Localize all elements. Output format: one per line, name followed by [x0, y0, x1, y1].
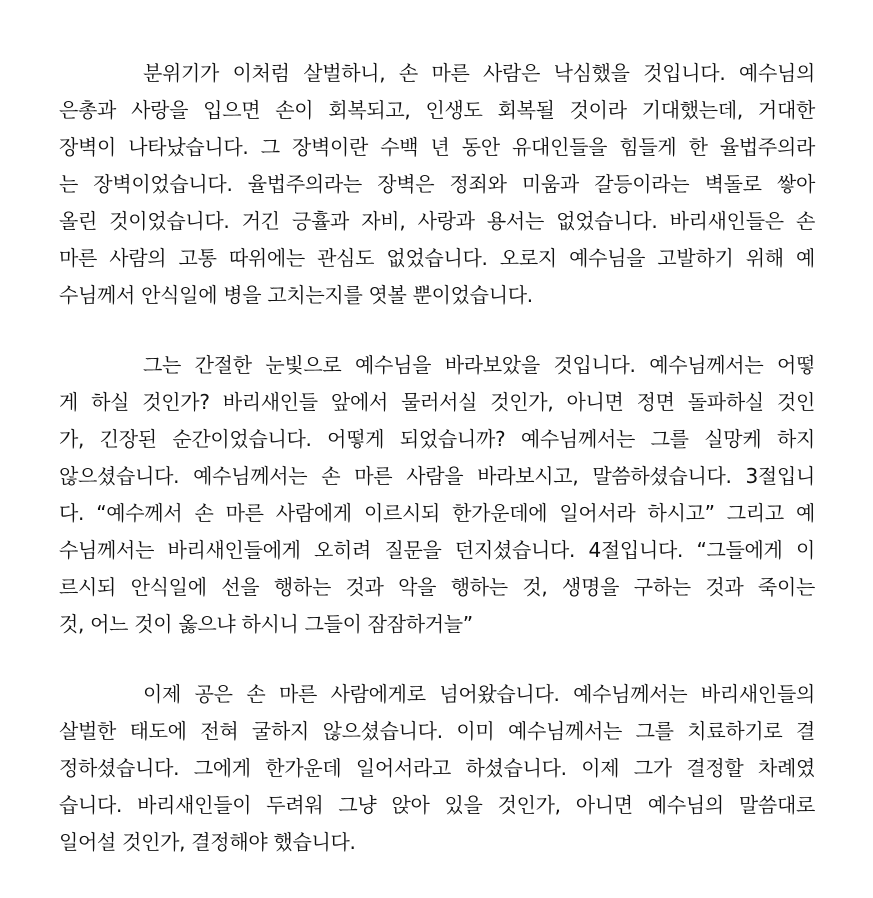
paragraph-2: [59, 347, 815, 643]
paragraph-line: 살벌한 태도에 전혀 굴하지 않으셨습니다. 이미 예수님께서는 그를 치료하기로 결: [59, 719, 815, 743]
paragraph-line: 마른 사람의 고통 따위에는 관심도 없었습니다. 오로지 예수님을 고발하기 위해 예: [59, 246, 815, 270]
paragraph-line: 은총과 사랑을 입으면 손이 회복되고, 인생도 회복될 것이라 기대했는데, 거대한: [59, 98, 815, 122]
paragraph-line: 다. “예수께서 손 마른 사람에게 이르시되 한가운데에 일어서라 하시고” 그리고 예: [59, 501, 815, 525]
paragraph-line: 정하셨습니다. 그에게 한가운데 일어서라고 하셨습니다. 이제 그가 결정할 차례였: [59, 756, 815, 780]
paragraph-1: [59, 55, 815, 314]
paragraph-line: 것, 어느 것이 옳으냐 하시니 그들이 잠잠하거늘”: [59, 612, 473, 636]
paragraph-3: [59, 676, 815, 861]
paragraph-line: 분위기가 이처럼 살벌하니, 손 마른 사람은 낙심했을 것입니다. 예수님의: [143, 61, 815, 85]
paragraph-line: 그는 간절한 눈빛으로 예수님을 바라보았을 것입니다. 예수님께서는 어떻: [143, 353, 815, 377]
paragraph-line: 수님께서는 바리새인들에게 오히려 질문을 던지셨습니다. 4절입니다. “그들에게 이: [59, 538, 815, 562]
paragraph-line: 수님께서 안식일에 병을 고치는지를 엿볼 뿐이었습니다.: [59, 283, 533, 307]
paragraph-line: 르시되 안식일에 선을 행하는 것과 악을 행하는 것, 생명을 구하는 것과 죽이는: [59, 575, 815, 599]
paragraph-line: 는 장벽이었습니다. 율법주의라는 장벽은 정죄와 미움과 갈등이라는 벽돌로 쌓아: [59, 172, 815, 196]
paragraph-line: 게 하실 것인가? 바리새인들 앞에서 물러서실 것인가, 아니면 정면 돌파하실 것인: [59, 390, 815, 414]
paragraph-line: 않으셨습니다. 예수님께서는 손 마른 사람을 바라보시고, 말씀하셨습니다. 3절입니: [59, 464, 815, 488]
paragraph-line: 가, 긴장된 순간이었습니다. 어떻게 되었습니까? 예수님께서는 그를 실망케 하지: [59, 427, 815, 451]
paragraph-line: 장벽이 나타났습니다. 그 장벽이란 수백 년 동안 유대인들을 힘들게 한 율법주의라: [59, 135, 815, 159]
paragraph-line: 올린 것이었습니다. 거긴 긍휼과 자비, 사랑과 용서는 없었습니다. 바리새인들은 손: [59, 209, 815, 233]
paragraph-line: 일어설 것인가, 결정해야 했습니다.: [59, 830, 356, 854]
paragraph-line: 습니다. 바리새인들이 두려워 그냥 앉아 있을 것인가, 아니면 예수님의 말씀대로: [59, 793, 815, 817]
paragraph-line: 이제 공은 손 마른 사람에게로 넘어왔습니다. 예수님께서는 바리새인들의: [143, 682, 815, 706]
